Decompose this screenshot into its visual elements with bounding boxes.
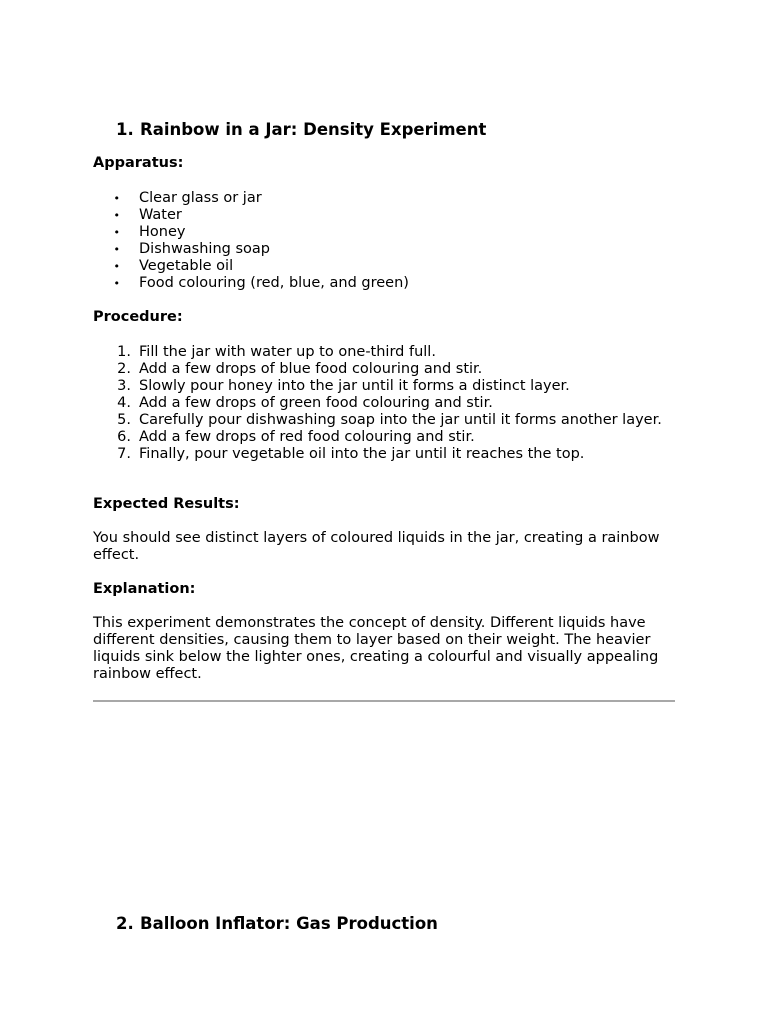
list-item: 7. Finally, pour vegetable oil into the jar until it reaches the top. bbox=[117, 446, 585, 462]
procedure-heading: Procedure: bbox=[93, 309, 183, 325]
list-item: 5. Carefully pour dishwashing soap into the jar until it forms another layer. bbox=[117, 412, 662, 428]
list-item: 4. Add a few drops of green food colouring and stir. bbox=[117, 395, 493, 411]
list-item: • Clear glass or jar bbox=[93, 190, 675, 207]
section-2-title: Balloon Inflator: Gas Production bbox=[140, 914, 438, 933]
section-divider bbox=[93, 700, 675, 702]
bullet-icon: • bbox=[113, 192, 120, 205]
bullet-icon: • bbox=[113, 226, 120, 239]
expected-results-heading: Expected Results: bbox=[93, 496, 240, 512]
list-item: 2. Add a few drops of blue food colouring and stir. bbox=[117, 361, 483, 377]
bullet-icon: • bbox=[113, 209, 120, 222]
list-item: 3. Slowly pour honey into the jar until it forms a distinct layer. bbox=[117, 378, 570, 394]
list-item: 6. Add a few drops of red food colouring and stir. bbox=[117, 429, 475, 445]
apparatus-list bbox=[93, 190, 675, 292]
list-item: • Dishwashing soap bbox=[93, 241, 675, 258]
list-item: • Honey bbox=[93, 224, 675, 241]
section-1-title: Rainbow in a Jar: Density Experiment bbox=[140, 120, 487, 139]
section-2-heading bbox=[116, 914, 438, 934]
list-item: • Vegetable oil bbox=[93, 258, 675, 275]
section-1-number: 1. bbox=[116, 120, 134, 139]
explanation-heading: Explanation: bbox=[93, 581, 196, 597]
section-1-heading bbox=[116, 120, 486, 140]
list-item: • Food colouring (red, blue, and green) bbox=[93, 275, 675, 292]
explanation-text: This experiment demonstrates the concept of density. Different liquids have different densities, causing them to layer based on their weight. The heavier liquids sink below the lighter ones, creating a colourful and visually appealing rainbow effect. bbox=[93, 615, 659, 682]
bullet-icon: • bbox=[113, 260, 120, 273]
expected-results-text: You should see distinct layers of coloured liquids in the jar, creating a rainbow effect. bbox=[93, 530, 660, 563]
bullet-icon: • bbox=[113, 277, 120, 290]
procedure-list bbox=[93, 344, 675, 463]
bullet-icon: • bbox=[113, 243, 120, 256]
apparatus-heading: Apparatus: bbox=[93, 155, 184, 171]
section-2-number: 2. bbox=[116, 914, 134, 933]
list-item: 1. Fill the jar with water up to one-third full. bbox=[117, 344, 436, 360]
list-item: • Water bbox=[93, 207, 675, 224]
